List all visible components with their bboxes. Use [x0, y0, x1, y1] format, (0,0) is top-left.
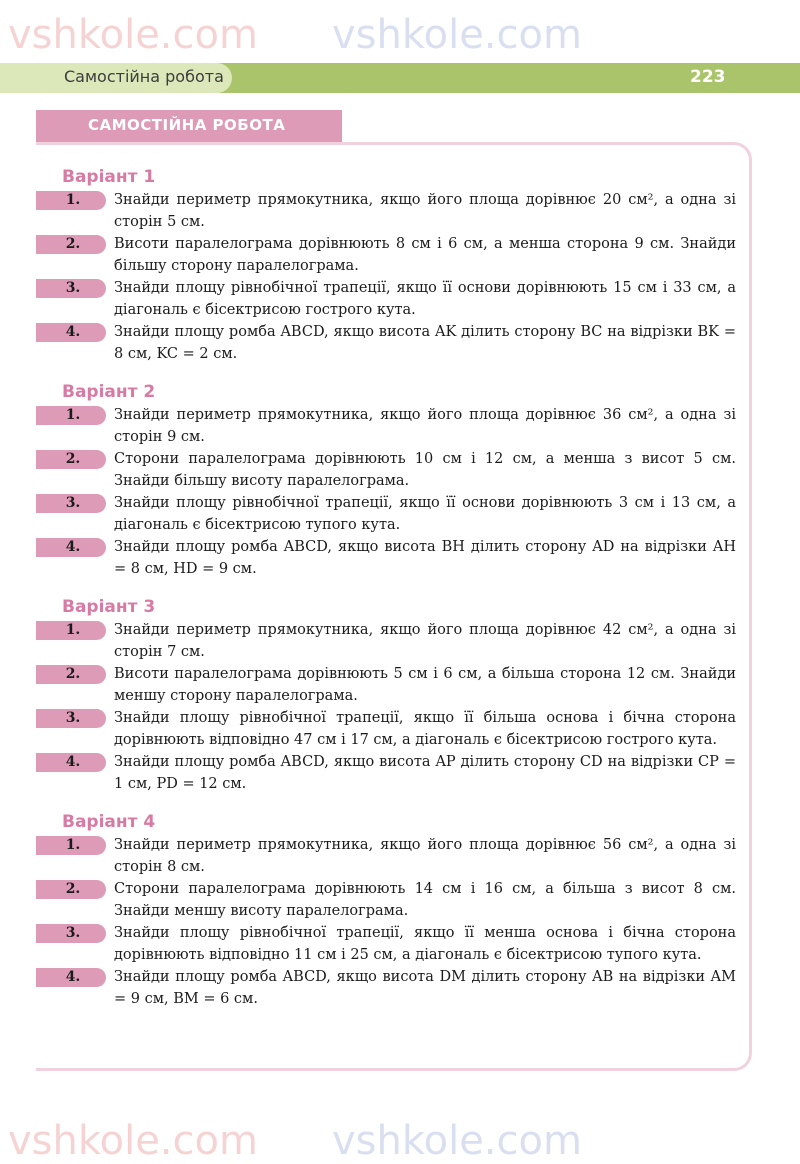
section-banner [36, 110, 342, 142]
task-text: Знайди периметр прямокутника, якщо його площа дорівнює 36 см², а одна зі сторін 9 см. [114, 407, 736, 445]
task-text: Сторони паралелограма дорівнюють 14 см і 16 см, а більша з висот 8 см. Знайди меншу висоту паралелограма. [114, 881, 736, 919]
task-item [36, 752, 736, 795]
task-text: Знайди площу рівнобічної трапеції, якщо її основи дорівнюють 3 см і 13 см, а діагональ є бісектрисою тупого кута. [114, 495, 736, 533]
header-title: Самостійна робота [64, 67, 224, 86]
section-title: САМОСТІЙНА РОБОТА [88, 116, 286, 134]
variant-1 [36, 164, 736, 365]
task-number: 1. [36, 621, 106, 640]
task-text: Знайди периметр прямокутника, якщо його площа дорівнює 42 см², а одна зі сторін 7 см. [114, 622, 736, 660]
task-text: Знайди периметр прямокутника, якщо його площа дорівнює 20 см², а одна зі сторін 5 см. [114, 192, 736, 230]
task-text: Сторони паралелограма дорівнюють 10 см і 12 см, а менша з висот 5 см. Знайди більшу висоту паралелограма. [114, 451, 736, 489]
task-number: 4. [36, 968, 106, 987]
variant-title: Варіант 2 [62, 382, 156, 402]
task-item [36, 234, 736, 277]
task-number: 2. [36, 665, 106, 684]
task-text: Висоти паралелограма дорівнюють 5 см і 6 см, а більша сторона 12 см. Знайди меншу сторону паралелограма. [114, 666, 736, 704]
task-number: 3. [36, 279, 106, 298]
task-text: Знайди площу рівнобічної трапеції, якщо її основи дорівнюють 15 см і 33 см, а діагональ є бісектрисою гострого кута. [114, 280, 736, 318]
task-text: Знайди площу ромба ABCD, якщо висота AP ділить сторону CD на відрізки CP = 1 см, PD = 12 см. [114, 754, 736, 792]
task-number: 3. [36, 494, 106, 513]
task-item [36, 879, 736, 922]
watermark: vshkole.com [332, 12, 582, 58]
variant-3 [36, 594, 736, 795]
task-number: 3. [36, 924, 106, 943]
task-item [36, 537, 736, 580]
task-number: 2. [36, 880, 106, 899]
watermark: vshkole.com [332, 1118, 582, 1164]
task-text: Знайди площу рівнобічної трапеції, якщо її менша основа і бічна сторона дорівнюють відповідно 11 см і 25 см, а діагональ є бісектрисою тупого кута. [114, 925, 736, 963]
task-number: 3. [36, 709, 106, 728]
variant-2 [36, 379, 736, 580]
task-item [36, 835, 736, 878]
task-item [36, 190, 736, 233]
variant-title: Варіант 3 [62, 597, 156, 617]
page-number: 223 [690, 67, 726, 87]
task-text: Знайди площу рівнобічної трапеції, якщо її більша основа і бічна сторона дорівнюють відповідно 47 см і 17 см, а діагональ є бісектрисою гострого кута. [114, 710, 736, 748]
task-item [36, 449, 736, 492]
task-item [36, 405, 736, 448]
task-item [36, 923, 736, 966]
task-item [36, 493, 736, 536]
task-item [36, 664, 736, 707]
task-text: Знайди площу ромба ABCD, якщо висота AK ділить сторону BC на відрізки BK = 8 см, KC = 2 см. [114, 324, 736, 362]
watermark: vshkole.com [8, 1118, 258, 1164]
task-text: Висоти паралелограма дорівнюють 8 см і 6 см, а менша сторона 9 см. Знайди більшу сторону паралелограма. [114, 236, 736, 274]
task-number: 1. [36, 191, 106, 210]
task-number: 1. [36, 406, 106, 425]
task-text: Знайди периметр прямокутника, якщо його площа дорівнює 56 см², а одна зі сторін 8 см. [114, 837, 736, 875]
task-item [36, 620, 736, 663]
tasks-content [36, 164, 736, 1024]
task-number: 1. [36, 836, 106, 855]
variant-title: Варіант 1 [62, 167, 156, 187]
watermark: vshkole.com [8, 12, 258, 58]
task-number: 4. [36, 538, 106, 557]
variant-4 [36, 809, 736, 1010]
task-text: Знайди площу ромба ABCD, якщо висота DM ділить сторону AB на відрізки AM = 9 см, BM = 6 см. [114, 969, 736, 1007]
task-number: 4. [36, 323, 106, 342]
task-text: Знайди площу ромба ABCD, якщо висота BH ділить сторону AD на відрізки AH = 8 см, HD = 9 см. [114, 539, 736, 577]
task-item [36, 322, 736, 365]
task-number: 4. [36, 753, 106, 772]
task-item [36, 708, 736, 751]
task-number: 2. [36, 235, 106, 254]
task-item [36, 967, 736, 1010]
task-number: 2. [36, 450, 106, 469]
task-item [36, 278, 736, 321]
variant-title: Варіант 4 [62, 812, 156, 832]
